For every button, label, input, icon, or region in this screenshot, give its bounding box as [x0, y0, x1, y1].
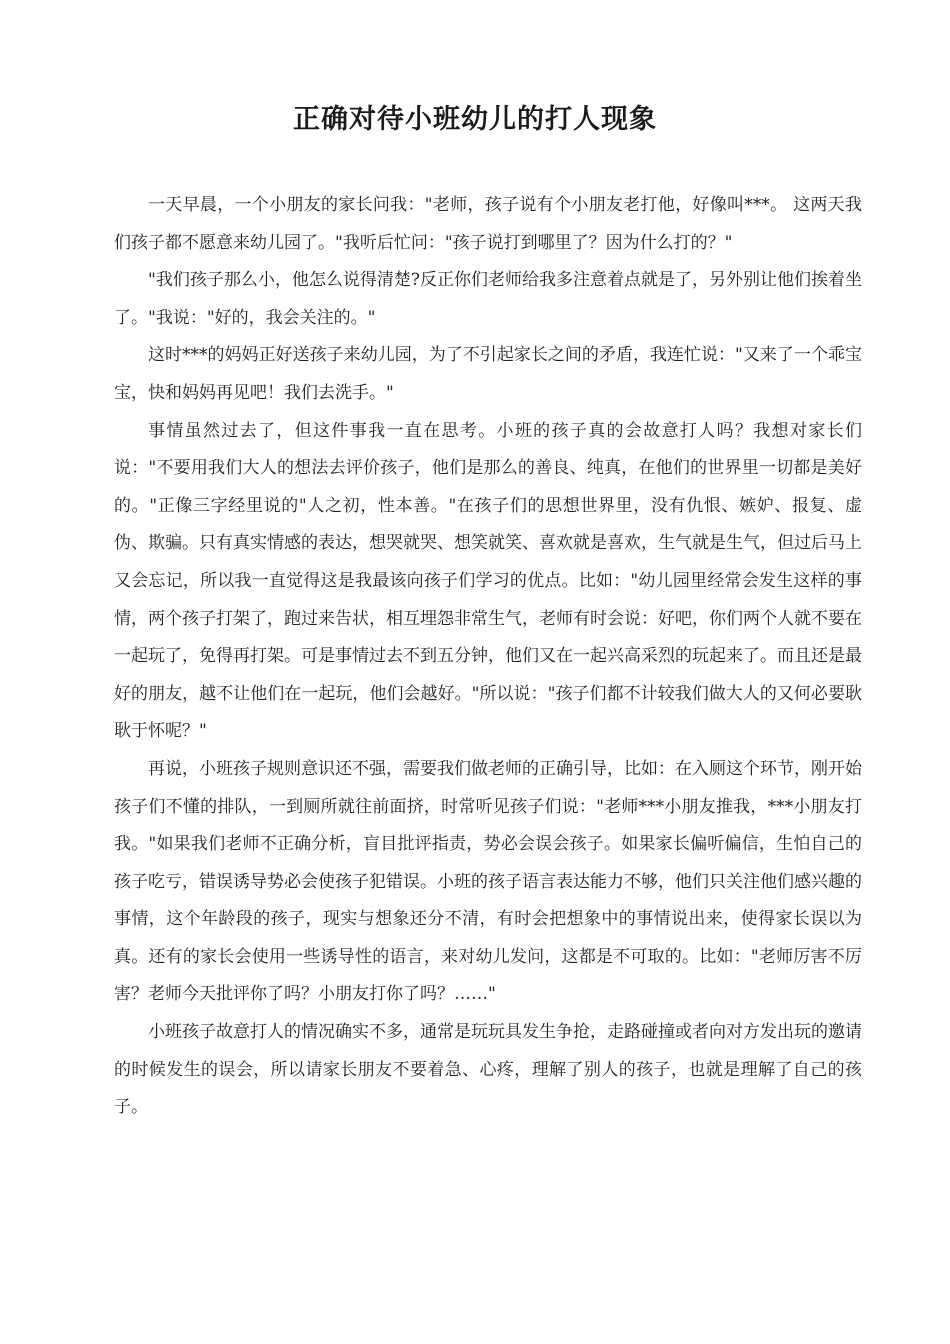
- paragraph: 一天早晨，一个小朋友的家长问我："老师，孩子说有个小朋友老打他，好像叫***。 这两天我们孩子都不愿意来幼儿园了。"我听后忙问："孩子说打到哪里了？因为什么打的？": [114, 195, 862, 253]
- document-title: 正确对待小班幼儿的打人现象: [293, 104, 657, 135]
- paragraph: 事情虽然过去了，但这件事我一直在思考。小班的孩子真的会故意打人吗？我想对家长们说："不要用我们大人的想法去评价孩子，他们是那么的善良、纯真，在他们的世界里一切都是美好的。"正像三字经里说的"人之初，性本善。"在孩子们的思想世界里，没有仇恨、嫉妒、报复、虚伪、欺骗。只有真实情感的表达，想哭就哭、想笑就笑、喜欢就是喜欢，生气就是生气，但过后马上又会忘记，所以我一直觉得这是我最该向孩子们学习的优点。比如："幼儿园里经常会发生这样的事情，两个孩子打架了，跑过来告状，相互埋怨非常生气，老师有时会说：好吧，你们两个人就不要在一起玩了，免得再打架。可是事情过去不到五分钟，他们又在一起兴高采烈的玩起来了。而且还是最好的朋友，越不让他们在一起玩，他们会越好。"所以说："孩子们都不计较我们做大人的又何必要耿耿于怀呢？": [114, 420, 862, 742]
- paragraph: 小班孩子故意打人的情况确实不多，通常是玩玩具发生争抢，走路碰撞或者向对方发出玩的邀请的时候发生的误会，所以请家长朋友不要着急、心疼，理解了别人的孩子，也就是理解了自己的孩子。: [114, 1022, 862, 1118]
- paragraph: "我们孩子那么小，他怎么说得清楚?反正你们老师给我多注意着点就是了，另外别让他们挨着坐了。"我说："好的，我会关注的。": [114, 270, 862, 328]
- paragraph: 这时***的妈妈正好送孩子来幼儿园，为了不引起家长之间的矛盾，我连忙说："又来了一个乖宝宝，快和妈妈再见吧！我们去洗手。": [114, 345, 862, 403]
- document-body: [114, 187, 862, 1127]
- paragraph: 再说，小班孩子规则意识还不强，需要我们做老师的正确引导，比如：在入厕这个环节，刚开始孩子们不懂的排队，一到厕所就往前面挤，时常听见孩子们说："老师***小朋友推我，***小朋友打我。"如果我们老师不正确分析，盲目批评指责，势必会误会孩子。如果家长偏听偏信，生怕自己的孩子吃亏，错误诱导势必会使孩子犯错误。小班的孩子语言表达能力不够，他们只关注他们感兴趣的事情，这个年龄段的孩子，现实与想象还分不清，有时会把想象中的事情说出来，使得家长误以为真。还有的家长会使用一些诱导性的语言，来对幼儿发问，这都是不可取的。比如："老师厉害不厉害？老师今天批评你了吗？小朋友打你了吗？……": [114, 758, 862, 1005]
